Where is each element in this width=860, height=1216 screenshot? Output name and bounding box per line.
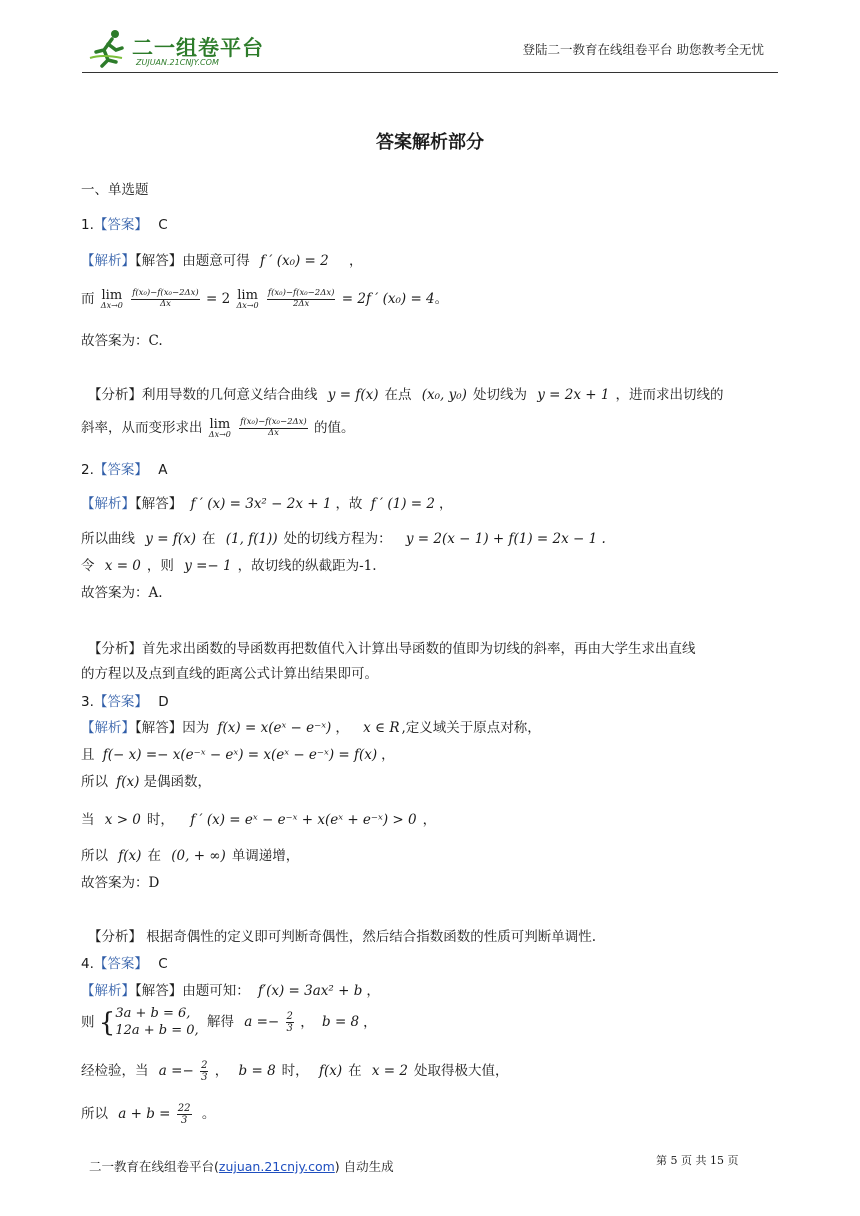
q4-l1-c: ， [366,983,380,999]
q3-l5-a: 所以 [81,848,108,864]
lim-subscript: Δx→0 [100,301,123,310]
q3-solution-line4 [81,808,436,828]
q3-answer-line [81,690,169,710]
frac-numerator: f(x₀)−f(x₀−2Δx) [132,288,199,299]
q2-analysis-line2: 的方程以及点到直线的距离公式计算出结果即可。 [81,666,378,682]
q2-solution-line1 [81,492,453,512]
q2-fenxi-text: 首先求出函数的导函数再把数值代入计算出导函数的值即为切线的斜率，再由大学生求出直线 [142,641,696,657]
page-title: 答案解析部分 [376,132,484,153]
q4-l3-i: 处取得极大值， [414,1063,509,1079]
logo-subtext: ZUJUAN.21CNJY.COM [136,58,219,67]
q2-solution-line2 [81,527,606,547]
q3-jiexi-label: 【解析】 [81,720,135,736]
q4-jiexi-label: 【解析】 [81,983,135,999]
footer-link[interactable]: zujuan.21cnjy.com [218,1159,335,1174]
q3-l4-c: 时， [146,812,174,828]
q3-analysis [88,925,596,945]
q4-l3-a: 经检验，当 [81,1063,149,1079]
system-row-2: 12a + b = 0, [115,1022,199,1038]
q2-l2-f: y = 2(x − 1) + f(1) = 2x − 1 . [405,531,606,547]
page-header [82,26,778,73]
frac-numerator: 2 [286,1010,293,1022]
q4-l3-c: ， [214,1063,229,1079]
q2-derivative-value: f ′ (1) = 2 [370,496,435,512]
q4-l2-b: 解得 [206,1014,234,1031]
q4-answer-line [81,952,168,972]
frac-denominator: 3 [201,1072,208,1083]
q3-l4-e: ， [422,812,437,828]
footer-text-b: ) 自动生成 [334,1159,394,1174]
q1-answer-value: C [158,217,168,233]
q3-l1-c: ， [335,720,349,736]
left-brace-icon: { [98,1007,116,1038]
q2-l2-a: 所以曲线 [81,531,135,547]
q2-l2-e: 处的切线方程为： [283,531,392,547]
q4-l3-f: f(x) [318,1063,343,1079]
q1-limit-2 [237,289,259,310]
q2-l2-c: 在 [201,531,216,547]
page-footer [89,1157,394,1175]
q1-fenxi2-text-b: 的值。 [314,420,355,436]
equation-system [99,1006,199,1040]
site-logo[interactable] [88,28,278,70]
q1-fraction-2 [267,289,336,310]
q2-l2-b: y = f(x) [145,531,196,547]
q1-l1-text: 由题意可得 [182,253,250,269]
q2-l1-tail: ， [439,496,453,512]
q3-solution-line1 [81,716,541,736]
q3-l3-b: f(x) [116,774,140,790]
q3-fenxi-label: 【分析】 [88,929,142,945]
q1-fenxi-text-c: 在点 [384,387,412,403]
q1-solution-line1 [81,249,363,269]
q4-number: 4. [81,956,94,972]
q4-l4-a: 所以 [81,1106,108,1122]
q4-l2-fraction [286,1011,294,1035]
q3-l1-e: ,定义域关于原点对称， [401,720,541,736]
q1-fenxi-text-e: 处切线为 [472,387,527,403]
q3-fenxi-text: 根据奇偶性的定义即可判断奇偶性，然后结合指数函数的性质可判断单调性. [142,929,597,945]
q3-answer-value: D [158,694,169,710]
q2-l3-d: y =− 1 [184,558,232,574]
q1-fenxi-limit [209,418,231,439]
q4-solution-line4 [81,1102,215,1127]
q3-l5-e: 单调递增， [231,848,300,864]
q4-solution-line2 [81,1006,377,1040]
q4-jieda-label: 【解答】 [135,983,183,999]
section-heading: 一、单选题 [81,182,149,198]
q4-l2-c: a =− [244,1014,280,1031]
q4-l2-e: b = 8 [322,1014,360,1031]
q3-l2-c: ， [381,747,395,763]
q2-l3-e: ，故切线的纵截距为-1. [237,558,377,574]
frac-denominator: Δx [267,428,279,438]
q3-answer-label: 【答案】 [93,694,148,710]
q1-l2-tail: 。 [434,291,449,307]
q1-l1-tail: ， [349,253,363,269]
q3-l1-d: x ∈ R [363,720,400,736]
q2-derivative: f ′ (x) = 3x² − 2x + 1 [190,496,332,512]
q4-l4-b: a + b = [118,1106,171,1122]
logo-text: 二一组卷平台 [132,36,264,60]
frac-numerator: 2 [201,1059,208,1071]
q1-fenxi-label: 【分析】 [88,387,142,403]
q3-conclusion: 故答案为：D [81,875,160,891]
q2-jiexi-label: 【解析】 [81,496,135,512]
q4-solution-line3 [81,1059,509,1084]
q1-l2-mid: = 2 [206,291,231,307]
frac-numerator: f(x₀)−f(x₀−2Δx) [267,288,335,299]
q3-l5-b: f(x) [118,848,142,864]
q3-solution-line5 [81,844,299,864]
q1-answer-line [81,213,168,233]
q1-l2-end: = 2f ′ (x₀) = 4 [341,291,435,307]
frac-numerator: 22 [177,1102,191,1114]
q2-l1-mid: ，故 [335,496,363,512]
q3-l4-a: 当 [81,812,95,828]
frac-numerator: f(x₀)−f(x₀−2Δx) [240,417,307,428]
lim-symbol: lim [237,288,258,303]
q3-solution-line3 [81,770,211,790]
q3-solution-line2 [81,743,395,763]
frac-denominator: 3 [286,1023,293,1035]
q4-l4-c: 。 [201,1106,216,1122]
q4-l1-b: f′(x) = 3ax² + b [258,983,363,999]
q2-answer-value: A [158,462,168,478]
frac-denominator: 3 [180,1115,188,1126]
header-slogan: 登陆二一教育在线组卷平台 助您教考全无忧 [522,42,764,57]
q4-l2-f: ， [363,1014,377,1031]
q3-l2-b: f(− x) =− x(e⁻ˣ − eˣ) = x(eˣ − e⁻ˣ) = f(x) [102,747,378,763]
q4-l2-a: 则 [81,1014,95,1031]
q1-l2-lead: 而 [81,291,95,307]
q2-l3-a: 令 [81,558,95,574]
q3-l1-b: f(x) = x(eˣ − e⁻ˣ) [217,720,332,736]
q4-l1-a: 由题可知： [182,983,250,999]
q4-l3-fraction [200,1060,208,1084]
q1-l1-math: f ′ (x₀) = 2 [260,253,329,269]
q1-solution-line2 [81,287,448,310]
q3-number: 3. [81,694,94,710]
lim-subscript: Δx→0 [236,301,259,310]
q1-fenxi-text-g: ，进而求出切线的 [615,387,724,403]
q2-number: 2. [81,462,94,478]
q4-l4-fraction [177,1103,192,1127]
q2-l3-b: x = 0 [104,558,141,574]
q1-fenxi-math-f: y = 2x + 1 [537,387,610,403]
q4-l2-d: ， [300,1014,314,1031]
q4-l3-h: x = 2 [371,1063,409,1079]
q2-answer-line [81,458,167,478]
q1-analysis-line1 [88,383,723,403]
q1-fraction [131,289,200,310]
q1-answer-label: 【答案】 [93,217,148,233]
q4-l3-e: 时， [281,1063,309,1079]
q3-l2-a: 且 [81,747,95,763]
q1-jieda-label: 【解答】 [135,253,183,269]
q4-answer-value: C [158,956,168,972]
footer-text-a: 二一教育在线组卷平台( [89,1159,219,1174]
q2-jieda-label: 【解答】 [135,496,183,512]
q1-conclusion: 故答案为：C. [81,333,163,349]
q1-jiexi-label: 【解析】 [81,253,135,269]
q3-l3-c: 是偶函数， [143,774,211,790]
q2-fenxi-label: 【分析】 [88,641,142,657]
q3-l5-d: (0, + ∞) [171,848,226,864]
q3-jieda-label: 【解答】 [135,720,183,736]
frac-denominator: Δx [159,299,171,309]
q4-l3-g: 在 [348,1063,362,1079]
q1-fenxi-math-b: y = f(x) [327,387,379,403]
q4-l3-d: b = 8 [238,1063,276,1079]
q4-solution-line1 [81,979,380,999]
frac-denominator: 2Δx [293,299,310,309]
q1-fenxi-text-a: 利用导数的几何意义结合曲线 [142,387,318,403]
q2-answer-label: 【答案】 [93,462,148,478]
lim-symbol: lim [209,417,231,432]
q3-l3-a: 所以 [81,774,108,790]
q1-limit [101,289,123,310]
q3-l5-c: 在 [147,848,161,864]
q1-fenxi-fraction [239,418,308,439]
q2-analysis-line1 [88,637,696,657]
q2-l3-c: ，则 [146,558,174,574]
q1-fenxi-math-d: (x₀, y₀) [421,387,467,403]
page-number: 第 5 页 共 15 页 [656,1154,739,1167]
q2-conclusion: 故答案为：A. [81,585,163,601]
system-row-1: 3a + b = 6, [115,1006,191,1021]
q1-analysis-line2 [81,416,355,439]
lim-symbol: lim [101,288,123,303]
q2-l2-d: (1, f(1)) [225,531,278,547]
q4-answer-label: 【答案】 [93,956,148,972]
q3-l4-b: x > 0 [104,812,141,828]
q1-fenxi2-text-a: 斜率，从而变形求出 [81,420,203,436]
q1-number: 1. [81,217,94,233]
q4-l3-b: a =− [158,1063,194,1079]
runner-icon [88,28,132,68]
lim-subscript: Δx→0 [208,430,231,439]
q2-solution-line3 [81,554,377,574]
q3-l4-d: f ′ (x) = eˣ − e⁻ˣ + x(eˣ + e⁻ˣ) > 0 [190,812,417,828]
q3-l1-a: 因为 [182,720,210,736]
